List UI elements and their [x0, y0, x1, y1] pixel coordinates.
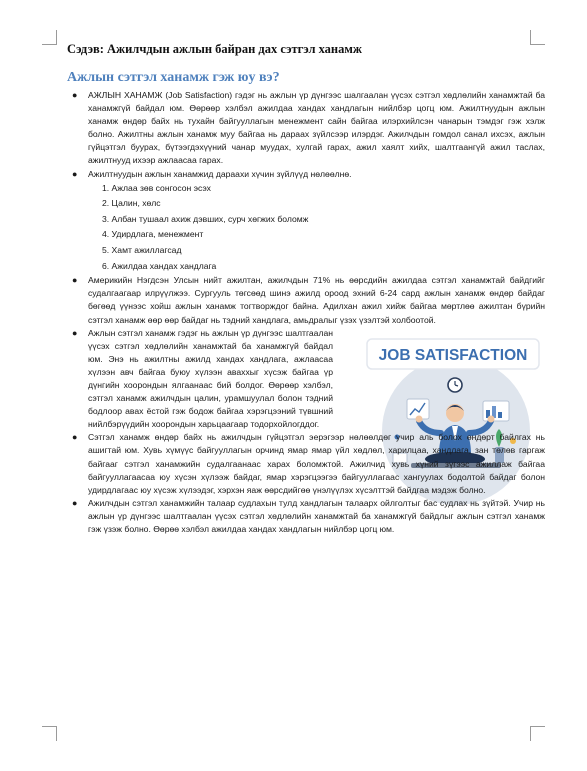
crop-mark-bottom-left	[42, 726, 57, 741]
list-item: 2. Цалин, хөлс	[102, 198, 161, 209]
bullet-icon: ●	[72, 275, 78, 286]
paragraph-attitude	[67, 497, 545, 536]
list-item: 3. Албан тушаал ахиж дэвших, сурч хөгжих боломж	[102, 213, 309, 224]
list-item: 1. Ажлаа зөв сонгосон эсэх	[102, 182, 211, 193]
bullet-icon: ●	[72, 497, 78, 508]
bullet-icon: ●	[72, 90, 78, 100]
crop-mark-bottom-right	[530, 726, 545, 741]
bullet-icon: ●	[72, 168, 78, 179]
list-item: 5. Хамт ажиллагсад	[102, 245, 182, 256]
bullet-icon: ●	[72, 327, 78, 338]
paragraph-text: Ажлын сэтгэл ханамж гэдэг нь ажлын үр дүнгээс шалтгаалан үүсэх сэтгэл хөдлөлийн ханамжтай ба ханамжгүй байдал юм. Энэ нь ажилтны ажилд хандах хандлага, ажлаасаа хүлээн авч байгаа буюу хүлээн аваххыг хүсэж байгаа үр дүнгийн хоорондын ялгаанаас бий болдог. Өөрөөр хэлбэл, сэтгэл ханамж ажилчдын цалин, урамшуулал болон тэдний бодлоор авах ёстой гэж бодож байгаа хэрэгцээний түвшний нийлбэрүүдийн хоорондын харьцаагаар тодорхойлогддог.	[88, 327, 333, 430]
paragraph-statistics	[67, 274, 545, 326]
paragraph-text: Америкийн Нэгдсэн Улсын нийт ажилтан, ажилчдын 71% нь өөрсдийн ажилдаа сэтгэл ханамжтай байдгийг судалгаагаар илрүүлжээ. Сургууль төгсөөд шинэ ажилд ороод эхний 6-24 сард ажлын ханамж өндөр байдаг бөгөөд үүнээс хойш ажлын ханамж тогтворждог байна. Адилхан ажил хийж байгаа мөртлөө ажилтан бүрийн сэтгэл ханамж өөр өөр байдаг нь тэдний хандлага, амьдралыг үзэх үзэлтэй холбоотой.	[88, 275, 545, 325]
document-page	[67, 42, 545, 536]
paragraph-performance	[67, 431, 545, 496]
paragraph-text: АЖЛЫН ХАНАМЖ (Job Satisfaction) гэдэг нь ажлын үр дүнгээс шалгаалан үүсэх сэтгэл хөдлөлийн ханамжтай ба ханамжгүй байдал юм. Өөрөөр хэлбэл ажилдаа хандах хандлагын нийлбэр цогц юм. Ажилтнуудын ажлын ханамж өндөр байх нь тухайн байгууллагын менежмент сайн байгаа илэрхийлсэн чанарын тэмдэг гэж хэлж болно. Ажилтны ажлын ханамж муу байгаа нь дараах зүйлсээр илэрдэг. Ажилчдын гомдол санал ихсэх, ажлын гүйцэтгэл буурах, бүтээгдэхүүний чанар муудах, хулгай гарах, ажил хаялт хийх, шалтгаангүй ажил таслах, ажилтнууд ихээр ажлаасаа гарах.	[88, 90, 545, 166]
paragraph-text: Ажилчдын сэтгэл ханамжийн талаар судлахын тулд хандлагын талаарх ойлголтыг бас судлах нь зүйтэй. Учир нь ажлын үр дүнгээс шалтгаалан үүсэх сэтгэл хөдлөлийн ханамжтай ба ханамжгүй байдлыг ажлын сэтгэл ханамж гэж үзэж болно. Өөрөө хэлбэл ажилдаа хандах хандлагын нийлбэр цогц юм.	[88, 497, 545, 534]
list-item: 4. Удирдлага, менежмент	[102, 229, 204, 240]
paragraph-definition	[67, 89, 545, 168]
paragraph-text: Ажилтнуудын ажлын ханамжид дараахи хүчин зүйлүүд нөлөөлнө.	[88, 168, 352, 179]
paragraph-text: Сэтгэл ханамж өндөр байх нь ажилчдын гүйцэтгэл эерэгээр нөлөөлдөг учир аль болох өндөрт байлгах нь ашигтай юм. Хувь хүмүүс байгууллагын орчинд ямар ямар үйл хөдлөл, харилцаа, хандлага, зан төлөв гаргаж байгааг сэтгэл ханамжийн судалгаанаас харах боломжтой. Ажилчид хувь хүний зүгээс ажиллаж байгаа байгууллагаасаа юу хүсэн хүлээж байдаг, ямар хэрэгцээгээ байгууллагаас хангуулах бодолтой байдаг болон удирдлагаас юу хүсэж хүлээдэг, хэрхэн яаж өөрсдийгөө үнэлүүлэх хүсэлттэй байдгаа мэдэж болно.	[88, 432, 545, 495]
factors-list	[67, 181, 545, 275]
paragraph-with-figure	[67, 327, 333, 432]
list-item: 6. Ажилдаа хандах хандлага	[102, 260, 217, 271]
paragraph-factors-intro	[67, 168, 545, 181]
document-title: Сэдэв: Ажилчдын ажлын байран дах сэтгэл ханамж	[67, 42, 362, 56]
crop-mark-top-left	[42, 30, 57, 45]
figure-section	[67, 327, 545, 432]
section-heading: Ажлын сэтгэл ханамж гэж юу вэ?	[67, 70, 280, 85]
banner-label: JOB SATISFACTION	[378, 346, 528, 364]
bullet-icon: ●	[72, 432, 78, 443]
